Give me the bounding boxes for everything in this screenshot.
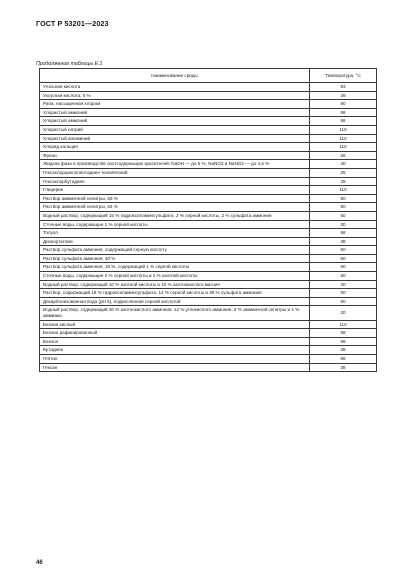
table-row xyxy=(40,237,377,246)
table-row xyxy=(40,246,377,255)
table-row xyxy=(40,160,377,169)
medium-name-cell: Сточные воды, содержащие 1 % серной кислоты xyxy=(40,220,310,229)
table-row xyxy=(40,211,377,220)
medium-name-cell: Раствор аммиачной селитры, 63 % xyxy=(40,203,310,212)
temperature-cell: 66 xyxy=(310,355,377,364)
temperature-cell: 110 xyxy=(310,143,377,152)
table-row xyxy=(40,100,377,109)
table-row xyxy=(40,151,377,160)
temperature-cell: 38 xyxy=(310,363,377,372)
page-number: 46 xyxy=(36,560,43,566)
temperature-cell: 38 xyxy=(310,346,377,355)
temperature-cell: 60 xyxy=(310,272,377,281)
medium-name-cell: Рапа, насыщенная хлором xyxy=(40,100,310,109)
table-row xyxy=(40,186,377,195)
table-row xyxy=(40,254,377,263)
temperature-cell: 66 xyxy=(310,108,377,117)
table-row xyxy=(40,289,377,298)
temperature-cell: 25 xyxy=(310,168,377,177)
medium-name-cell: Сточные воды, содержащие 2 % серной кислоты и 2 % азотной кислоты xyxy=(40,272,310,281)
medium-name-cell: Гептан xyxy=(40,355,310,364)
table-row xyxy=(40,108,377,117)
table-row xyxy=(40,363,377,372)
medium-name-cell: Хлорид кальция xyxy=(40,143,310,152)
medium-name-cell: Декарбонизованная вода (pH 5), подкисленная серной кислотой xyxy=(40,297,310,306)
table-row xyxy=(40,125,377,134)
temperature-cell: 80 xyxy=(310,100,377,109)
table-row xyxy=(40,346,377,355)
document-standard-header: ГОСТ Р 53201—2023 xyxy=(36,19,109,28)
medium-name-cell: Раствор сульфата аммония, 40 % xyxy=(40,254,310,263)
table-row xyxy=(40,91,377,100)
medium-name-cell: Угольная кислота xyxy=(40,83,310,92)
temperature-cell: 66 xyxy=(310,117,377,126)
medium-name-cell: Водный раствор, содержащий 20 % азотнокислого аммония, 12 % углекислого аммония, 2 % аммиачной селитры и 1 % аммиака xyxy=(40,306,310,320)
table-row xyxy=(40,194,377,203)
temperature-cell: 66 xyxy=(310,151,377,160)
table-row xyxy=(40,168,377,177)
medium-name-cell: Фреон xyxy=(40,151,310,160)
medium-name-cell: Хлористый алюминий xyxy=(40,134,310,143)
table-row xyxy=(40,272,377,281)
table-row xyxy=(40,203,377,212)
table-row xyxy=(40,229,377,238)
temperature-cell: 50 xyxy=(310,203,377,212)
medium-name-cell: Раствор сульфата аммония, 15 %, содержащий 1 % серной кислоты xyxy=(40,263,310,272)
medium-name-cell: Бензин кислый xyxy=(40,320,310,329)
table-row xyxy=(40,320,377,329)
temperature-cell: 38 xyxy=(310,237,377,246)
temperature-cell: 93 xyxy=(310,83,377,92)
temperature-cell: 60 xyxy=(310,211,377,220)
table-caption: Продолжение таблицы Е.1 xyxy=(36,61,103,67)
table-row xyxy=(40,143,377,152)
table-row xyxy=(40,177,377,186)
temperature-cell: 66 xyxy=(310,329,377,338)
table-row xyxy=(40,297,377,306)
temperature-cell: 30 xyxy=(310,220,377,229)
column-header-medium-name: Наименование среды xyxy=(40,69,310,83)
temperature-cell: 30 xyxy=(310,280,377,289)
temperature-cell: 40 xyxy=(310,160,377,169)
medium-name-cell: Водный раствор, содержащий 10 % азотной кислоты и 10 % азотнокислого магния xyxy=(40,280,310,289)
medium-name-cell: Уксусная кислота, 5 % xyxy=(40,91,310,100)
medium-name-cell: Водный раствор, содержащий 15 % гидроксиламинсульфата, 2 % серной кислоты, 2 % сульфата аммония xyxy=(40,211,310,220)
medium-name-cell: Глицерин xyxy=(40,186,310,195)
media-temperature-table xyxy=(39,68,377,372)
table-row xyxy=(40,83,377,92)
medium-name-cell: Раствор сульфата аммония, содержащий серную кислоту xyxy=(40,246,310,255)
temperature-cell: 25 xyxy=(310,177,377,186)
medium-name-cell: Гексахлорциклопентадиен технический xyxy=(40,168,310,177)
table-row xyxy=(40,117,377,126)
table-row xyxy=(40,134,377,143)
medium-name-cell: Гексахлорбутадиен xyxy=(40,177,310,186)
column-header-temperature: Температура, °С xyxy=(310,69,377,83)
medium-name-cell: Диэкортатоме xyxy=(40,237,310,246)
table-row xyxy=(40,355,377,364)
medium-name-cell: Хлористый аммоний xyxy=(40,117,310,126)
table-row xyxy=(40,329,377,338)
temperature-cell: 66 xyxy=(310,337,377,346)
temperature-cell: 50 xyxy=(310,289,377,298)
medium-name-cell: Бензол xyxy=(40,337,310,346)
temperature-cell: 60 xyxy=(310,263,377,272)
medium-name-cell: Бутадиен xyxy=(40,346,310,355)
table-header-row xyxy=(40,69,377,83)
temperature-cell: 50 xyxy=(310,194,377,203)
medium-name-cell: Хлористый аммоний xyxy=(40,108,310,117)
temperature-cell: 50 xyxy=(310,246,377,255)
temperature-cell: 66 xyxy=(310,229,377,238)
medium-name-cell: Гексан xyxy=(40,363,310,372)
temperature-cell: 20 xyxy=(310,306,377,320)
medium-name-cell: Раствор, содержащий 18 % гидроксиламинсульфата, 12 % серной кислоты и 35 % сульфата аммония xyxy=(40,289,310,298)
table-row xyxy=(40,280,377,289)
medium-name-cell: Хлористый натрий xyxy=(40,125,310,134)
table-row xyxy=(40,220,377,229)
medium-name-cell: Бензин рафинированный xyxy=(40,329,310,338)
table-body xyxy=(40,83,377,372)
temperature-cell: 110 xyxy=(310,320,377,329)
temperature-cell: 110 xyxy=(310,125,377,134)
medium-name-cell: Жидкая фаза в производстве азотсодержащих красителей: NaOH — до 5 %, NaNO3 и NaNO2 — до 4,5 % xyxy=(40,160,310,169)
temperature-cell: 50 xyxy=(310,254,377,263)
medium-name-cell: Раствор аммиачной селитры, 60 % xyxy=(40,194,310,203)
temperature-cell: 60 xyxy=(310,297,377,306)
temperature-cell: 49 xyxy=(310,91,377,100)
temperature-cell: 110 xyxy=(310,186,377,195)
table-row xyxy=(40,306,377,320)
table-row xyxy=(40,337,377,346)
temperature-cell: 110 xyxy=(310,134,377,143)
medium-name-cell: Толуол xyxy=(40,229,310,238)
table-row xyxy=(40,263,377,272)
